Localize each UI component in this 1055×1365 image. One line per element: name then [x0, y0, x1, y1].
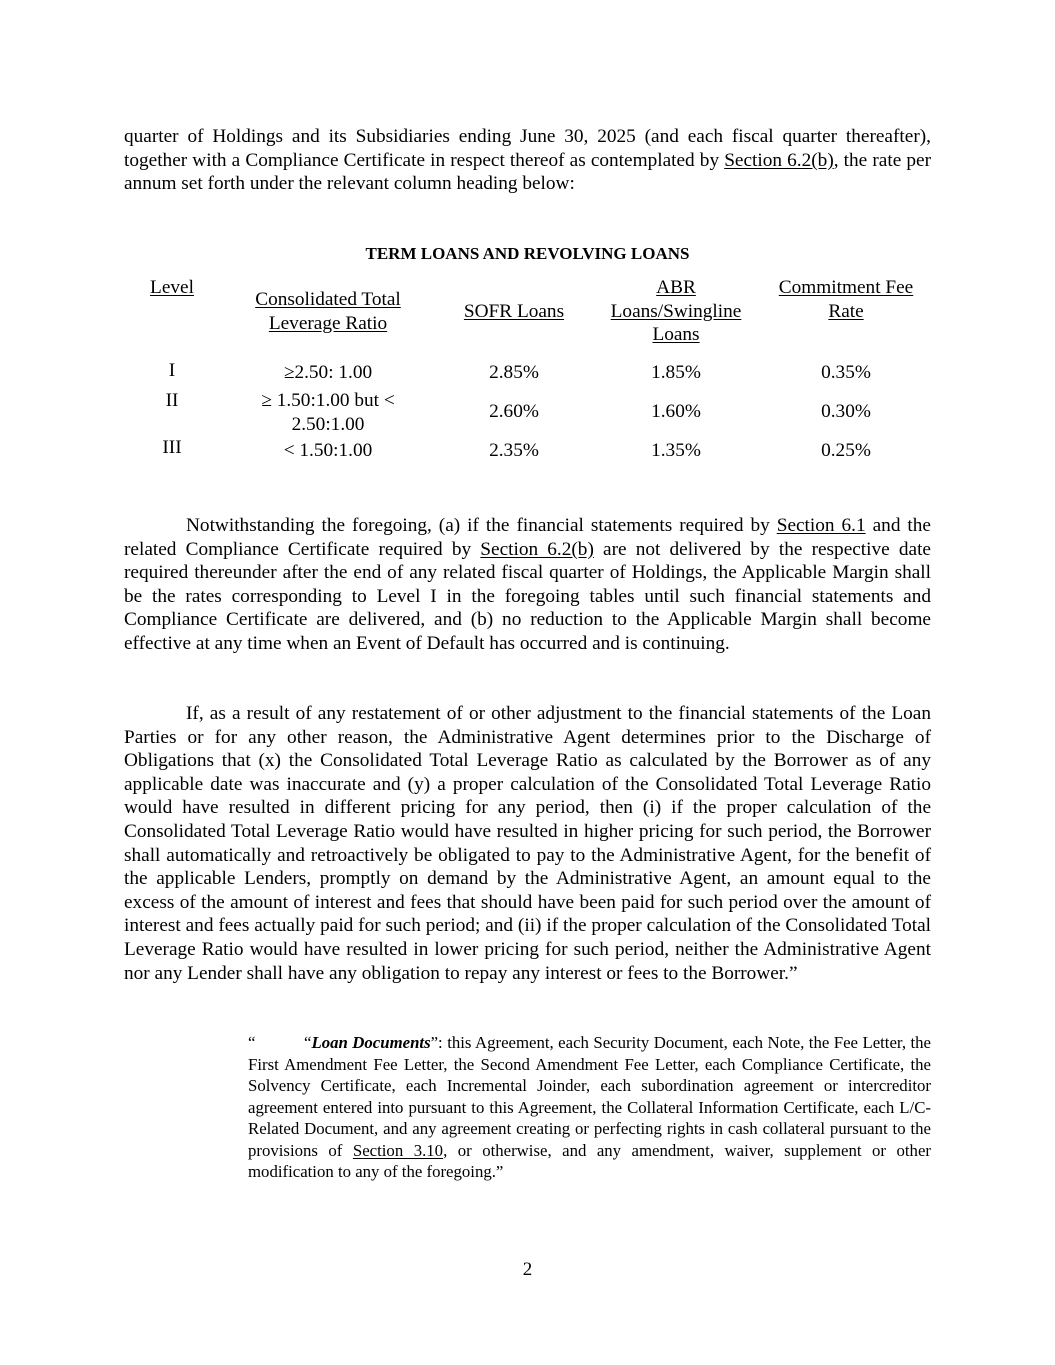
- restatement-paragraph: If, as a result of any restatement of or other adjustment to the financial statements of the Loan Parties or for any other reason, the Administrative Agent determines prior to the Discharge of Obligations that (x) the Consolidated Total Leverage Ratio as calculated by the Borrower as of any applicable date was inaccurate and (y) a proper calculation of the Consolidated Total Leverage Ratio would have resulted in different pricing for any period, then (i) if the proper calculation of the Consolidated Total Leverage Ratio would have resulted in higher pricing for such period, the Borrower shall automatically and retroactively be obligated to pay to the Administrative Agent, for the benefit of the applicable Lenders, promptly on demand by the Administrative Agent, an amount equal to the excess of the amount of interest and fees that should have been paid for such period over the amount of interest and fees actually paid for such period; and (ii) if the proper calculation of the Consolidated Total Leverage Ratio would have resulted in lower pricing for such period, neither the Administrative Agent nor any Lender shall have any obligation to repay any interest or fees to the Borrower.”: [124, 703, 931, 984]
- header-abr-line1: ABR: [656, 277, 696, 298]
- term-open-quote: “: [304, 1033, 312, 1052]
- intro-paragraph: [124, 125, 931, 196]
- header-abr-line3: Loans: [652, 324, 700, 346]
- header-level: Level: [150, 277, 194, 298]
- row-abr: 1.60%: [651, 401, 701, 422]
- definition-text-before: this Agreement, each Security Document, each Note, the Fee Letter, the First Amendment Fee Letter, the Second Amendment Fee Letter, each Compliance Certificate, the Solvency Certificate, each Incremental Joinder, each subordination agreement or intercreditor agreement entered into pursuant to this Agreement, the Collateral Information Certificate, each L/C-Related Document, and any agreement creating or perfecting rights in cash collateral pursuant to the provisions of: [248, 1033, 931, 1160]
- header-sofr: SOFR Loans: [463, 301, 565, 322]
- notwithstanding-part3: are not delivered by the respective date required thereunder after the end of any related fiscal quarter of Holdings, the Applicable Margin shall be the rates corresponding to Level I in the foregoing tables until such financial statements and Compliance Certificate are delivered, and (b) no reduction to the Applicable Margin shall become effective at any time when an Event of Default has occurred and is continuing.: [124, 538, 931, 654]
- row-sofr: 2.85%: [489, 362, 539, 383]
- row-level: II: [165, 390, 179, 411]
- row-abr: 1.35%: [651, 440, 701, 461]
- row-level: I: [168, 360, 176, 381]
- term-close: ”:: [430, 1033, 443, 1052]
- row-ratio: [228, 389, 428, 436]
- section-6-2b-link[interactable]: Section 6.2(b): [724, 149, 834, 171]
- section-6-1-link[interactable]: Section 6.1: [776, 515, 866, 536]
- definition-open-quote: “: [248, 1033, 256, 1052]
- loan-documents-definition: [248, 1032, 931, 1183]
- notwithstanding-part1: Notwithstanding the foregoing, (a) if the financial statements required by: [186, 515, 777, 536]
- row-ratio: ≥2.50: 1.00: [283, 362, 373, 383]
- defined-term: Loan Documents: [311, 1033, 431, 1052]
- header-ratio: [228, 288, 428, 335]
- section-6-2b-link[interactable]: Section 6.2(b): [480, 538, 594, 560]
- header-fee-line2: Rate: [828, 300, 864, 322]
- row-sofr: 2.60%: [489, 401, 539, 422]
- row-ratio: < 1.50:1.00: [283, 440, 373, 461]
- row-fee: 0.35%: [821, 362, 871, 383]
- header-commitment-fee: [766, 276, 926, 323]
- header-abr-line2: Loans/Swingline: [610, 300, 742, 322]
- row-fee: 0.25%: [821, 440, 871, 461]
- definition-text-after: , or otherwise, and any amendment, waiver, supplement or other modification to any of the foregoing.”: [248, 1140, 931, 1181]
- header-ratio-line1: Consolidated Total: [255, 289, 401, 310]
- row-sofr: 2.35%: [489, 440, 539, 461]
- intro-text-before: quarter of Holdings and its Subsidiaries ending June 30, 2025 (and each fiscal quarter thereafter), together with a Compliance Certificate in respect thereof as contemplated by: [124, 126, 931, 171]
- header-fee-line1: Commitment Fee: [778, 277, 914, 298]
- section-3-10-link[interactable]: Section 3.10: [352, 1140, 444, 1160]
- intro-text-after: , the rate per annum set forth under the relevant column heading below:: [124, 149, 931, 195]
- page-number: 2: [522, 1259, 533, 1280]
- pricing-table-title: TERM LOANS AND REVOLVING LOANS: [365, 244, 690, 263]
- header-abr: [596, 276, 756, 347]
- row-ratio-line2: 2.50:1.00: [291, 413, 365, 435]
- notwithstanding-paragraph: [124, 514, 931, 656]
- row-level: III: [162, 437, 182, 458]
- row-ratio-line1: ≥ 1.50:1.00 but <: [261, 390, 395, 411]
- notwithstanding-part2: and the related Compliance Certificate required by: [124, 515, 931, 560]
- header-ratio-line2: Leverage Ratio: [268, 312, 388, 334]
- row-abr: 1.85%: [651, 362, 701, 383]
- row-fee: 0.30%: [821, 401, 871, 422]
